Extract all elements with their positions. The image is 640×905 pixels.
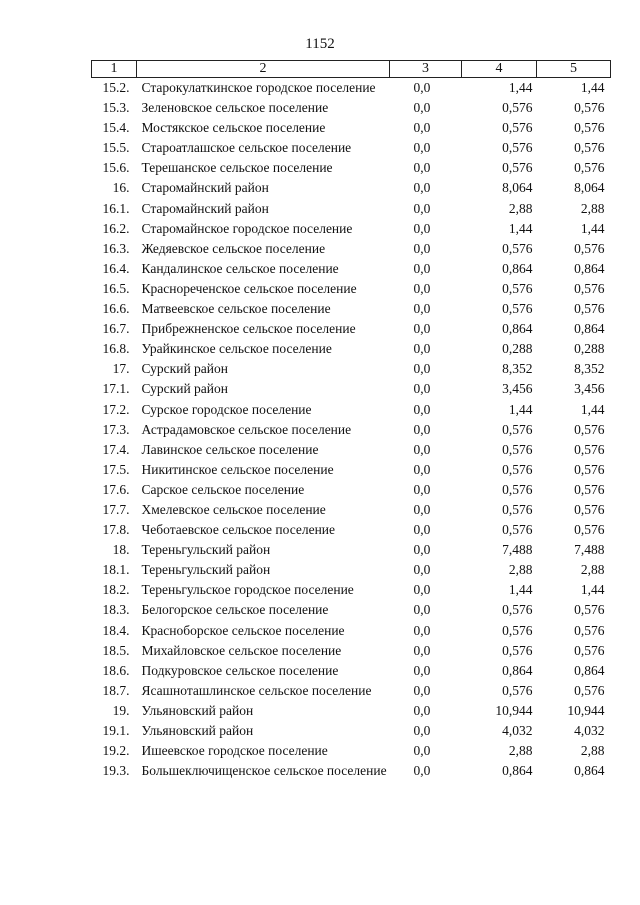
row-number: 17.: [112, 361, 130, 377]
row-number: 18.: [112, 542, 130, 558]
settlement-name: Старомайнское городское поселение: [141, 220, 353, 236]
value-col-3: 0,0: [413, 401, 431, 417]
value-col-4: 0,576: [502, 481, 533, 497]
settlement-name: Астрадамовское сельское поселение: [141, 421, 352, 437]
settlement-name: Ульяновский район: [141, 723, 254, 738]
settlement-name: Кандалинское сельское поселение: [141, 260, 339, 276]
header-row: [92, 61, 611, 78]
value-col-4: 0,576: [502, 522, 533, 538]
row-number: 16.7.: [102, 321, 130, 337]
value-col-3: 0,0: [413, 642, 431, 658]
value-col-3: 0,0: [413, 421, 431, 437]
value-col-3: 0,0: [413, 321, 431, 337]
table-row: [92, 339, 611, 359]
column-header-1: 1: [92, 61, 137, 78]
value-col-4: 0,576: [502, 642, 533, 658]
value-col-4: 0,288: [502, 341, 533, 357]
table-row: [92, 420, 611, 440]
value-col-3: 0,0: [413, 220, 431, 236]
value-col-3: 0,0: [413, 522, 431, 538]
value-col-5: 0,576: [574, 461, 605, 477]
settlement-name: Матвеевское сельское поселение: [141, 301, 331, 317]
value-col-5: 0,576: [574, 522, 605, 538]
value-col-3: 0,0: [413, 240, 431, 256]
settlement-name: Большеключищенское сельское поселение: [141, 763, 387, 779]
value-col-4: 3,456: [502, 381, 533, 397]
table-row: [92, 219, 611, 239]
table-row: [92, 138, 611, 158]
settlement-name: Старомайнский район: [141, 200, 269, 216]
settlement-name: Подкуровское сельское поселение: [141, 662, 339, 678]
settlement-name: Ульяновский район: [141, 702, 254, 718]
table-row: [92, 299, 611, 319]
value-col-3: 0,0: [413, 501, 431, 517]
value-col-3: 0,0: [413, 361, 431, 377]
value-col-5: 0,576: [574, 501, 605, 517]
value-col-4: 0,576: [502, 461, 533, 477]
row-number: 18.3.: [102, 602, 130, 618]
value-col-5: 0,864: [574, 260, 605, 276]
value-col-3: 0,0: [413, 301, 431, 317]
row-number: 17.2.: [102, 401, 130, 417]
value-col-5: 0,864: [574, 321, 605, 337]
value-col-3: 0,0: [413, 100, 431, 116]
row-number: 18.5.: [102, 642, 130, 658]
row-number: 16.5.: [102, 280, 130, 296]
value-col-3: 0,0: [413, 682, 431, 698]
settlement-name: Старомайнский район: [141, 180, 269, 196]
value-col-4: 0,576: [502, 622, 533, 638]
table-row: [92, 460, 611, 480]
table-row: [92, 681, 611, 701]
column-header-4: 4: [462, 61, 537, 78]
settlement-name: Сарское сельское поселение: [141, 481, 305, 497]
row-number: 19.: [112, 702, 130, 718]
value-col-4: 1,44: [508, 220, 533, 236]
value-col-5: 0,576: [574, 682, 605, 698]
row-number: 17.3.: [102, 421, 130, 437]
row-number: 15.5.: [102, 140, 130, 156]
settlement-name: Лавинское сельское поселение: [141, 441, 319, 457]
settlement-name: Мостякское сельское поселение: [141, 120, 326, 136]
value-col-5: 0,864: [574, 763, 605, 779]
settlement-name: Ясашноташлинское сельское поселение: [141, 682, 372, 698]
settlement-name: Терешанское сельское поселение: [141, 160, 333, 176]
page-number: 1152: [305, 36, 335, 52]
settlement-name: Жедяевское сельское поселение: [141, 240, 326, 256]
value-col-3: 0,0: [413, 743, 431, 759]
row-number: 16.4.: [102, 260, 130, 276]
value-col-5: 0,576: [574, 622, 605, 638]
data-table: [91, 60, 611, 781]
value-col-4: 0,576: [502, 421, 533, 437]
value-col-3: 0,0: [413, 662, 431, 678]
table-row: [92, 440, 611, 460]
settlement-name: Зеленовское сельское поселение: [141, 100, 329, 116]
row-number: 17.4.: [102, 441, 130, 457]
value-col-5: 3,456: [574, 381, 605, 397]
value-col-3: 0,0: [413, 582, 431, 598]
table-row: [92, 721, 611, 741]
settlement-name: Михайловское сельское поселение: [141, 642, 342, 658]
value-col-5: 0,576: [574, 481, 605, 497]
value-col-5: 2,88: [580, 562, 605, 578]
settlement-name: Чеботаевское сельское поселение: [141, 522, 336, 538]
table-row: [92, 379, 611, 399]
column-header-3: 3: [390, 61, 462, 78]
value-col-3: 0,0: [413, 622, 431, 638]
table-row: [92, 78, 611, 99]
table-row: [92, 279, 611, 299]
settlement-name: Тереньгульское городское поселение: [141, 582, 354, 598]
row-number: 17.6.: [102, 481, 130, 497]
value-col-5: 8,352: [574, 361, 605, 377]
row-number: 16.1.: [102, 200, 130, 216]
value-col-3: 0,0: [413, 481, 431, 497]
settlement-name: Красноборское сельское поселение: [141, 622, 345, 638]
settlement-name: Тереньгульский район: [141, 542, 271, 558]
value-col-3: 0,0: [413, 602, 431, 618]
value-col-3: 0,0: [413, 80, 431, 95]
table-row: [92, 520, 611, 540]
table-body: [92, 78, 611, 782]
value-col-5: 8,064: [574, 180, 605, 196]
value-col-5: 0,576: [574, 602, 605, 618]
settlement-name: Урайкинское сельское поселение: [141, 341, 332, 357]
value-col-4: 0,576: [502, 301, 533, 317]
value-col-4: 0,864: [502, 260, 533, 276]
table-row: [92, 239, 611, 259]
row-number: 19.3.: [102, 763, 130, 779]
value-col-3: 0,0: [413, 441, 431, 457]
value-col-3: 0,0: [413, 562, 431, 578]
value-col-5: 0,576: [574, 100, 605, 116]
value-col-5: 2,88: [580, 200, 605, 216]
value-col-5: 0,576: [574, 140, 605, 156]
column-header-5: 5: [537, 61, 611, 78]
value-col-5: 0,576: [574, 301, 605, 317]
value-col-3: 0,0: [413, 461, 431, 477]
row-number: 19.1.: [102, 723, 130, 738]
value-col-4: 0,576: [502, 602, 533, 618]
table-row: [92, 158, 611, 178]
value-col-3: 0,0: [413, 140, 431, 156]
table-row: [92, 701, 611, 721]
value-col-3: 0,0: [413, 180, 431, 196]
value-col-4: 10,944: [495, 702, 533, 718]
value-col-4: 0,576: [502, 140, 533, 156]
value-col-5: 0,864: [574, 662, 605, 678]
value-col-5: 7,488: [574, 542, 605, 558]
table-row: [92, 319, 611, 339]
row-number: 15.3.: [102, 100, 130, 116]
value-col-5: 1,44: [580, 582, 605, 598]
row-number: 16.3.: [102, 240, 130, 256]
value-col-3: 0,0: [413, 120, 431, 136]
value-col-4: 0,576: [502, 160, 533, 176]
value-col-5: 1,44: [580, 220, 605, 236]
row-number: 17.8.: [102, 522, 130, 538]
value-col-5: 0,576: [574, 642, 605, 658]
settlement-name: Никитинское сельское поселение: [141, 461, 334, 477]
table-row: [92, 621, 611, 641]
value-col-5: 0,576: [574, 421, 605, 437]
row-number: 17.7.: [102, 501, 130, 517]
value-col-4: 7,488: [502, 542, 533, 558]
row-number: 18.7.: [102, 682, 130, 698]
value-col-3: 0,0: [413, 702, 431, 718]
table-row: [92, 560, 611, 580]
value-col-4: 0,576: [502, 100, 533, 116]
table-row: [92, 178, 611, 198]
row-number: 18.1.: [102, 562, 130, 578]
row-number: 17.1.: [102, 381, 130, 397]
value-col-3: 0,0: [413, 160, 431, 176]
value-col-4: 0,576: [502, 120, 533, 136]
value-col-4: 0,864: [502, 321, 533, 337]
value-col-4: 2,88: [508, 743, 533, 759]
settlement-name: Староатлашское сельское поселение: [141, 140, 352, 156]
value-col-4: 2,88: [508, 562, 533, 578]
row-number: 18.6.: [102, 662, 130, 678]
value-col-3: 0,0: [413, 723, 431, 738]
row-number: 15.6.: [102, 160, 130, 176]
value-col-3: 0,0: [413, 763, 431, 779]
table-row: [92, 761, 611, 781]
value-col-3: 0,0: [413, 381, 431, 397]
settlement-name: Тереньгульский район: [141, 562, 271, 578]
value-col-4: 1,44: [508, 80, 533, 95]
value-col-5: 0,288: [574, 341, 605, 357]
value-col-4: 0,576: [502, 682, 533, 698]
value-col-4: 8,064: [502, 180, 533, 196]
value-col-5: 2,88: [580, 743, 605, 759]
value-col-3: 0,0: [413, 542, 431, 558]
row-number: 16.8.: [102, 341, 130, 357]
row-number: 16.6.: [102, 301, 130, 317]
value-col-4: 4,032: [502, 723, 533, 738]
value-col-4: 0,576: [502, 280, 533, 296]
row-number: 16.: [112, 180, 130, 196]
table-row: [92, 400, 611, 420]
column-header-2: 2: [137, 61, 390, 78]
table-row: [92, 480, 611, 500]
value-col-3: 0,0: [413, 200, 431, 216]
value-col-4: 8,352: [502, 361, 533, 377]
table-row: [92, 118, 611, 138]
value-col-4: 0,576: [502, 441, 533, 457]
value-col-4: 0,576: [502, 501, 533, 517]
value-col-4: 1,44: [508, 401, 533, 417]
settlement-name: Белогорское сельское поселение: [141, 602, 329, 618]
value-col-5: 0,576: [574, 240, 605, 256]
value-col-4: 1,44: [508, 582, 533, 598]
value-col-5: 1,44: [580, 80, 605, 95]
row-number: 15.4.: [102, 120, 130, 136]
row-number: 15.2.: [102, 80, 130, 95]
table-row: [92, 359, 611, 379]
settlement-name: Ишеевское городское поселение: [141, 743, 328, 759]
table-row: [92, 641, 611, 661]
table-row: [92, 98, 611, 118]
table-row: [92, 259, 611, 279]
row-number: 17.5.: [102, 461, 130, 477]
row-number: 16.2.: [102, 220, 130, 236]
table-row: [92, 540, 611, 560]
settlement-name: Хмелевское сельское поселение: [141, 501, 326, 517]
value-col-3: 0,0: [413, 260, 431, 276]
row-number: 19.2.: [102, 743, 130, 759]
row-number: 18.2.: [102, 582, 130, 598]
table-row: [92, 661, 611, 681]
table-row: [92, 199, 611, 219]
value-col-4: 0,864: [502, 763, 533, 779]
table-row: [92, 580, 611, 600]
settlement-name: Сурский район: [141, 381, 228, 397]
value-col-5: 10,944: [567, 702, 605, 718]
value-col-4: 0,864: [502, 662, 533, 678]
settlement-name: Старокулаткинское городское поселение: [141, 80, 376, 95]
table-row: [92, 600, 611, 620]
value-col-5: 0,576: [574, 280, 605, 296]
value-col-4: 2,88: [508, 200, 533, 216]
value-col-3: 0,0: [413, 280, 431, 296]
settlement-name: Сурское городское поселение: [141, 401, 312, 417]
settlement-name: Прибрежненское сельское поселение: [141, 321, 356, 337]
value-col-4: 0,576: [502, 240, 533, 256]
row-number: 18.4.: [102, 622, 130, 638]
value-col-3: 0,0: [413, 341, 431, 357]
value-col-5: 0,576: [574, 160, 605, 176]
value-col-5: 4,032: [574, 723, 605, 738]
value-col-5: 0,576: [574, 120, 605, 136]
settlement-name: Краснореченское сельское поселение: [141, 280, 357, 296]
value-col-5: 1,44: [580, 401, 605, 417]
table-row: [92, 741, 611, 761]
value-col-5: 0,576: [574, 441, 605, 457]
table-row: [92, 500, 611, 520]
settlement-name: Сурский район: [141, 361, 228, 377]
